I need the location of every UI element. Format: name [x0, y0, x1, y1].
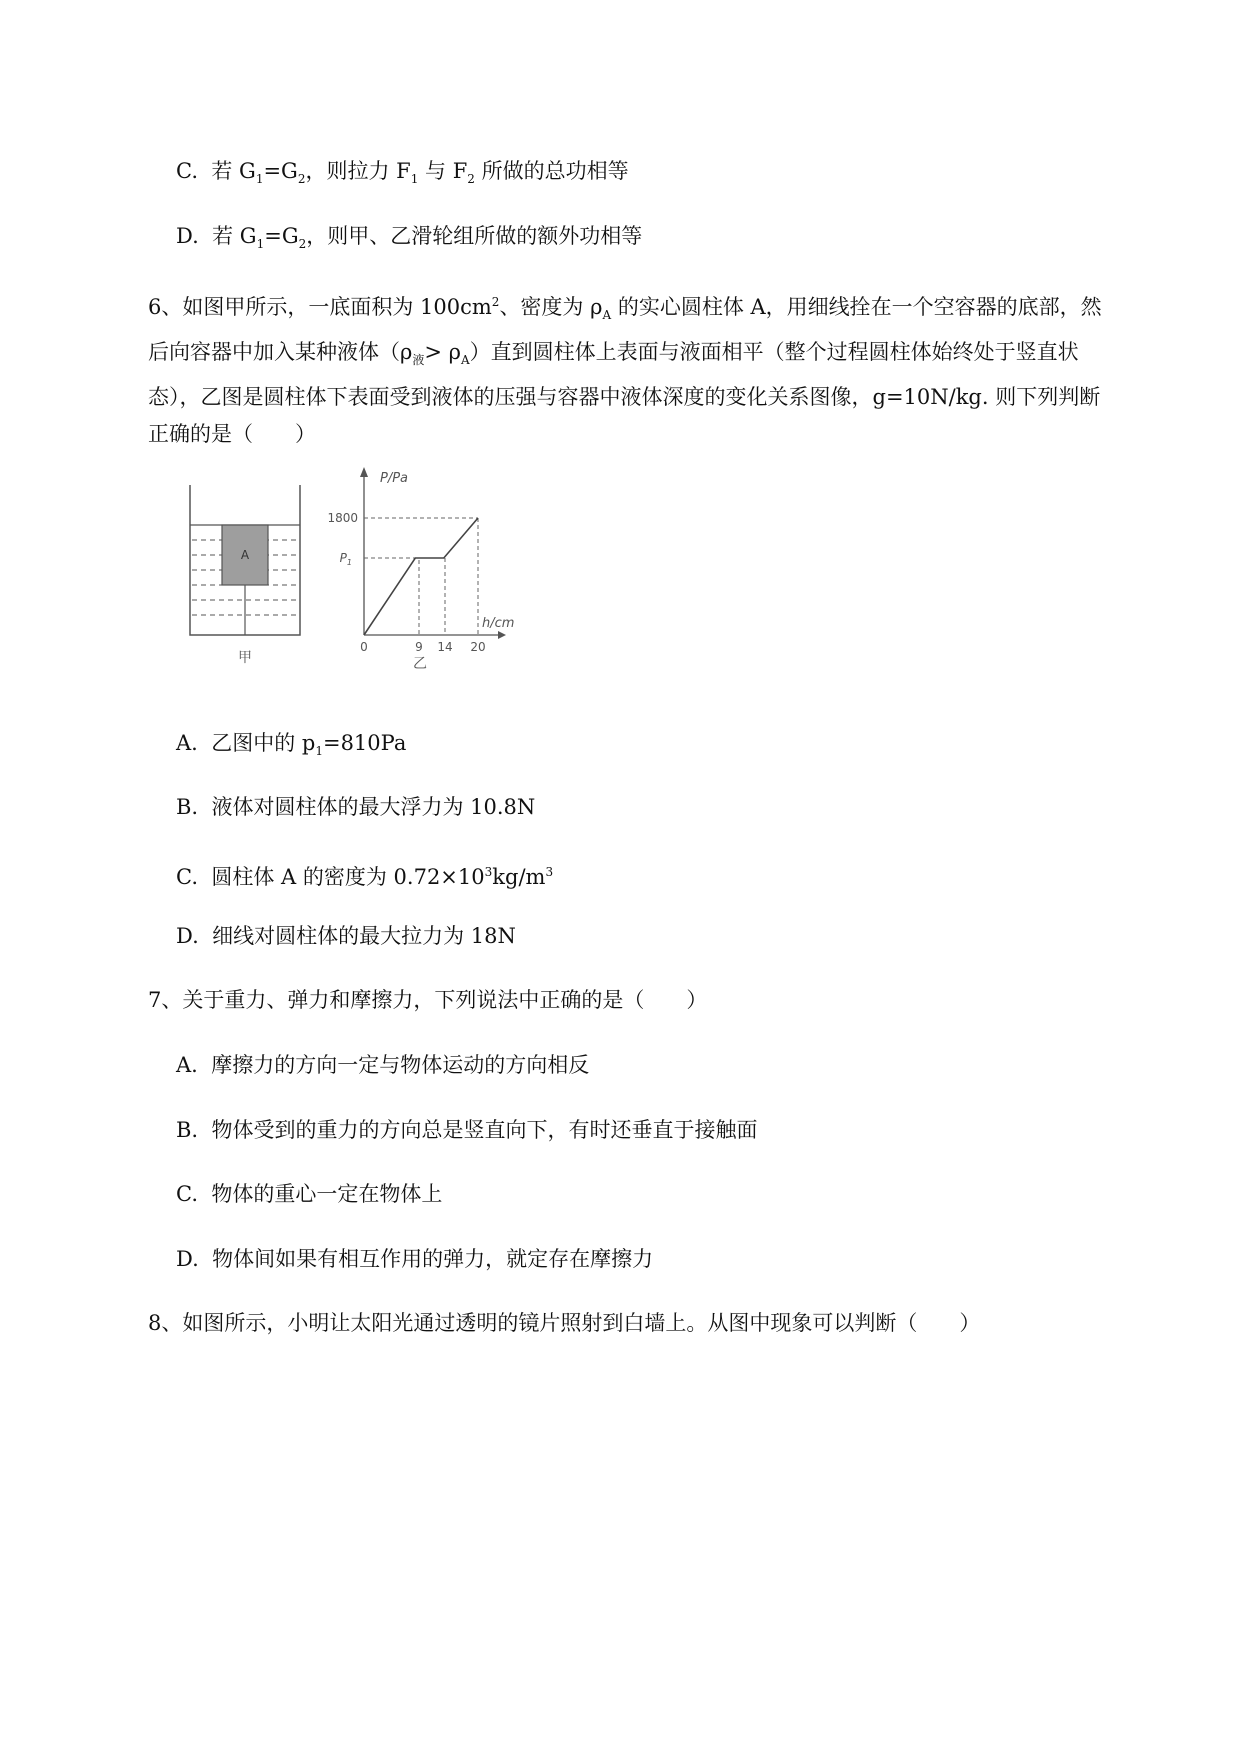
- y-axis-label: P/Pa: [380, 471, 409, 486]
- q6-stem-line-1: 6、如图甲所示，一底面积为 $100cm^2$、密度为 $\rho_A$ 的实心圆柱体 A，用细线拴在一个空容器的底部，然: [148, 295, 1102, 323]
- q6-option-b: B. 液体对圆柱体的最大浮力为 10.8N: [176, 795, 536, 819]
- q7-stem: 7、关于重力、弹力和摩擦力，下列说法中正确的是（ ）: [148, 988, 708, 1012]
- x-axis-arrow: [498, 631, 506, 639]
- q8-stem: 8、如图所示，小明让太阳光通过透明的镜片照射到白墙上。从图中现象可以判断（ ）: [148, 1311, 981, 1335]
- y-axis-arrow: [360, 467, 368, 477]
- y-tick-1800: 1800: [327, 511, 358, 525]
- graph-axes: [360, 467, 506, 639]
- q6-option-d: D. 细线对圆柱体的最大拉力为 18N: [176, 924, 516, 948]
- caption-left: 甲: [238, 650, 252, 666]
- x-tick-9: 9: [415, 640, 423, 654]
- q7-option-d: D. 物体间如果有相互作用的弹力，就定存在摩擦力: [176, 1247, 654, 1271]
- cylinder-label: A: [240, 548, 250, 562]
- q5-option-c: C. 若 $G_1=G_2$，则拉力 $F_1$ 与 $F_2$ 所做的总功相等: [176, 159, 629, 187]
- guide-lines: [364, 518, 478, 635]
- q6-option-a: A. 乙图中的 $p_1=810Pa$: [176, 731, 407, 759]
- q7-option-a: A. 摩擦力的方向一定与物体运动的方向相反: [176, 1053, 590, 1077]
- q7-option-c: C. 物体的重心一定在物体上: [176, 1182, 443, 1206]
- q6-stem-line-3: 态），乙图是圆柱体下表面受到液体的压强与容器中液体深度的变化关系图像，g=10N/kg. 则下列判断: [148, 385, 1101, 410]
- q7-option-b: B. 物体受到的重力的方向总是竖直向下，有时还垂直于接触面: [176, 1118, 758, 1142]
- x-tick-14: 14: [437, 640, 453, 654]
- q6-option-c: C. 圆柱体 A 的密度为 $0.72\times 10^3kg/m^3$: [176, 865, 554, 889]
- origin-label: 0: [360, 640, 368, 654]
- caption-right: 乙: [413, 656, 427, 672]
- x-tick-20: 20: [470, 640, 486, 654]
- y-tick-p1: $P_1$: [339, 551, 352, 567]
- q6-figure: [180, 455, 550, 685]
- q6-stem-line-2: 后向容器中加入某种液体$(\rho_液> \rho_A)$直到圆柱体上表面与液面相平（整个过程圆柱体始终处于竖直状: [148, 340, 1079, 368]
- q5-option-d: D. 若 $G_1=G_2$，则甲、乙滑轮组所做的额外功相等: [176, 224, 643, 252]
- q6-stem-line-4: 正确的是（ ）: [148, 422, 316, 447]
- pressure-line: [364, 518, 478, 635]
- q6-stem: [148, 284, 1138, 453]
- x-axis-label: h/cm: [482, 616, 515, 631]
